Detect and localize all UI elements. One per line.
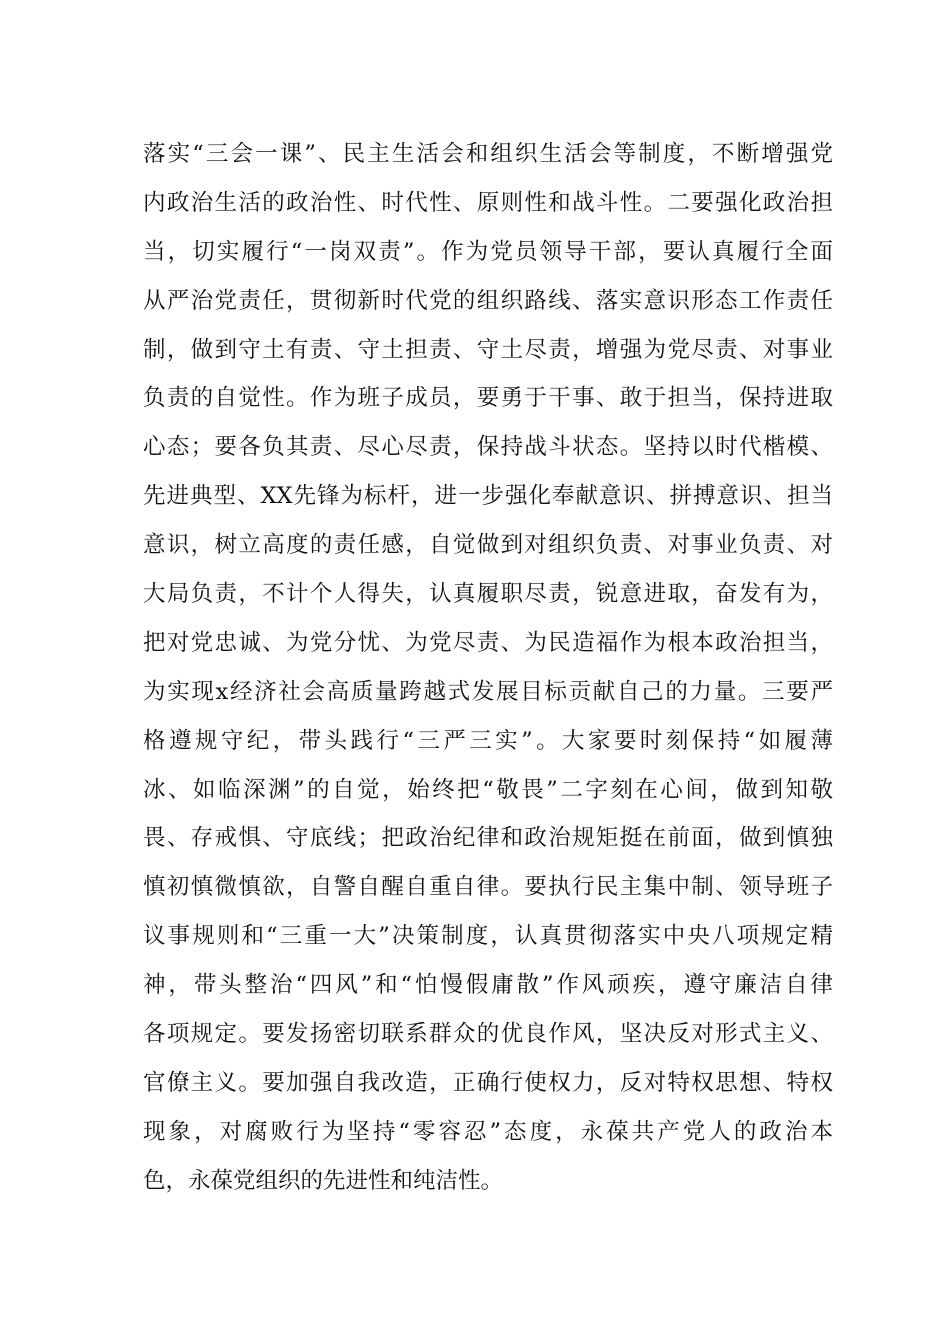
text-line: 神，带头整治“四风”和“怕慢假庸散”作风顽疾，遵守廉洁自律 bbox=[143, 972, 833, 999]
text-line: 为实现x经济社会高质量跨越式发展目标贡献自己的力量。三要严 bbox=[143, 678, 833, 705]
body-paragraph bbox=[143, 130, 833, 1206]
text-line: 制，做到守土有责、守土担责、守土尽责，增强为党尽责、对事业 bbox=[143, 336, 833, 363]
text-line: 官僚主义。要加强自我改造，正确行使权力，反对特权思想、特权 bbox=[143, 1069, 833, 1096]
text-line: 落实“三会一课”、民主生活会和组织生活会等制度，不断增强党 bbox=[143, 141, 833, 167]
text-line: 格遵规守纪，带头践行“三严三实”。大家要时刻保持“如履薄 bbox=[143, 727, 833, 754]
text-line: 把对党忠诚、为党分忧、为党尽责、为民造福作为根本政治担当， bbox=[143, 629, 833, 656]
text-line: 心态；要各负其责、尽心尽责，保持战斗状态。坚持以时代楷模、 bbox=[143, 434, 833, 461]
text-line: 议事规则和“三重一大”决策制度，认真贯彻落实中央八项规定精 bbox=[143, 923, 833, 950]
text-line: 意识，树立高度的责任感，自觉做到对组织负责、对事业负责、对 bbox=[143, 532, 833, 559]
text-line: 慎初慎微慎欲，自警自醒自重自律。要执行民主集中制、领导班子 bbox=[143, 874, 833, 901]
text-line: 现象，对腐败行为坚持“零容忍”态度，永葆共产党人的政治本 bbox=[143, 1118, 833, 1145]
text-line: 大局负责，不计个人得失，认真履职尽责，锐意进取，奋发有为， bbox=[143, 581, 833, 608]
text-line: 各项规定。要发扬密切联系群众的优良作风，坚决反对形式主义、 bbox=[143, 1021, 833, 1048]
text-line: 冰、如临深渊”的自觉，始终把“敬畏”二字刻在心间，做到知敬 bbox=[143, 776, 833, 803]
text-line: 负责的自觉性。作为班子成员，要勇于干事、敢于担当，保持进取 bbox=[143, 385, 833, 412]
text-line: 畏、存戒惧、守底线；把政治纪律和政治规矩挺在前面，做到慎独 bbox=[143, 825, 833, 852]
text-line: 当，切实履行“一岗双责”。作为党员领导干部，要认真履行全面 bbox=[143, 238, 833, 265]
text-line: 先进典型、XX先锋为标杆，进一步强化奉献意识、拼搏意识、担当 bbox=[143, 483, 833, 510]
text-line: 从严治党责任，贯彻新时代党的组织路线、落实意识形态工作责任 bbox=[143, 287, 833, 314]
text-line: 内政治生活的政治性、时代性、原则性和战斗性。二要强化政治担 bbox=[143, 189, 833, 216]
text-line: 色，永葆党组织的先进性和纯洁性。 bbox=[143, 1167, 504, 1194]
